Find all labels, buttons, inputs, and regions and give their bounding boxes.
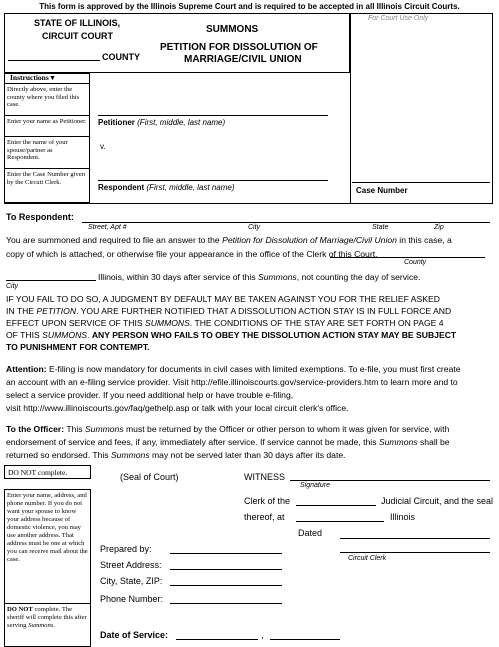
street-address-label: Street Address:: [100, 560, 162, 570]
county-line[interactable]: [8, 60, 100, 61]
city-hint: City: [6, 283, 19, 290]
warning-line5: TO PUNISHMENT FOR CONTEMPT.: [6, 342, 150, 352]
respondent-address-line[interactable]: [82, 222, 490, 223]
officer-line2: endorsement of service and fees, if any, immediately after service. If service cannot be made, this Summons shall be: [6, 437, 450, 447]
instruction-item: Enter the Case Number given by the Circuit Clerk.: [7, 171, 86, 186]
judicial-circuit-line[interactable]: [296, 505, 376, 506]
attention-line1: Attention: E-filing is now mandatory for documents in civil cases with limited exemptions. To e-file, you must first create: [6, 364, 461, 374]
seal-of-court-label: (Seal of Court): [120, 472, 179, 482]
petitioner-hint: (First, middle, last name): [137, 118, 226, 127]
attention-line4: visit http://www.illinoiscourts.gov/faq/gethelp.asp or talk with your local circuit clerk's office.: [6, 403, 349, 413]
do-not-complete-box: DO NOT complete.: [4, 465, 91, 479]
petitioner-label: Petitioner: [98, 118, 135, 127]
signature-hint: Signature: [300, 482, 330, 489]
respondent-caption: [98, 183, 235, 192]
summons-paragraph-line2: copy of which is attached, or otherwise file your appearance in the office of the Clerk of this Court,: [6, 249, 378, 259]
street-hint: Street, Apt #: [88, 224, 127, 231]
attention-line2: an account with an e-filing service provider. Visit http://efile.illinoiscourts.gov/service-providers.htm to learn more and to: [6, 377, 458, 387]
phone-number-label: Phone Number:: [100, 594, 164, 604]
instruction-item: Directly above, enter the county where you filed this case.: [4, 84, 90, 116]
state-label: STATE OF ILLINOIS,: [34, 18, 121, 28]
phone-number-line[interactable]: [170, 603, 282, 604]
respondent-line[interactable]: [98, 180, 328, 181]
court-use-box: [350, 13, 493, 203]
summons-paragraph-line1: You are summoned and required to file an answer to the Petition for Dissolution of Marriage/Civil Union in this case, a: [6, 235, 452, 245]
circuit-clerk-hint: Circuit Clerk: [348, 555, 387, 562]
dated-line[interactable]: [340, 538, 490, 539]
county-label: COUNTY: [102, 52, 140, 62]
officer-line1: To the Officer: This Summons must be returned by the Officer or other person to whom it was given for service, with: [6, 424, 450, 434]
case-number-label: Case Number: [356, 186, 408, 195]
side-divider: [4, 603, 91, 604]
city-hint: City: [248, 224, 261, 231]
warning-line4: OF THIS SUMMONS. ANY PERSON WHO FAILS TO OBEY THE DISSOLUTION ACTION STAY MAY BE SUBJECT: [6, 330, 457, 340]
instruction-item: Enter your name as Petitioner.: [4, 116, 90, 137]
to-respondent-label: To Respondent:: [6, 212, 74, 222]
marriage-title: MARRIAGE/CIVIL UNION: [184, 54, 302, 65]
warning-line3: EFFECT UPON SERVICE OF THIS SUMMONS. THE CONDITIONS OF THE STAY ARE SET FORTH ON PAGE 4: [6, 318, 444, 328]
clerk-of-the-label: Clerk of the: [244, 496, 291, 506]
state-hint: State: [372, 224, 389, 231]
circuit-clerk-line[interactable]: [340, 552, 490, 553]
prepared-by-line[interactable]: [170, 553, 282, 554]
warning-line1: IF YOU FAIL TO DO SO, A JUDGMENT BY DEFAULT MAY BE TAKEN AGAINST YOU FOR THE RELIEF ASKED: [6, 294, 440, 304]
sheriff-instructions: DO NOT complete. The sheriff will complete this after serving Summons.: [7, 606, 87, 629]
petition-title: PETITION FOR DISSOLUTION OF: [160, 42, 318, 53]
city-state-zip-line[interactable]: [170, 585, 282, 586]
street-address-line[interactable]: [170, 569, 282, 570]
respondent-label: Respondent: [98, 183, 145, 192]
zip-hint: Zip: [434, 224, 444, 231]
circuit-court-label: CIRCUIT COURT: [42, 31, 113, 41]
approval-notice: This form is approved by the Illinois Supreme Court and is required to be accepted in all Illinois Circuit Courts.: [39, 2, 460, 11]
warning-line2: IN THE PETITION. YOU ARE FURTHER NOTIFIED THAT A DISSOLUTION ACTION STAY IS IN FULL FORCE AND: [6, 306, 452, 316]
judicial-circuit-label: Judicial Circuit, and the seal: [381, 496, 494, 506]
petitioner-caption: [98, 118, 225, 127]
thereof-at-label: thereof, at: [244, 512, 285, 522]
officer-line3: returned so endorsed. This Summons may not be served later than 30 days after its date.: [6, 450, 346, 460]
address-instructions: Enter your name, address, and phone number. If you do not want your spouse to know your address because of domestic violence, you may use another address. That address must be one at which you can receive mail about the case.: [7, 492, 88, 563]
clerk-city-line[interactable]: [6, 280, 96, 281]
instructions-list: [4, 84, 90, 203]
illinois-label: Illinois: [390, 512, 416, 522]
county-hint: County: [404, 259, 427, 266]
court-use-label: For Court Use Only: [368, 15, 429, 22]
instructions-header[interactable]: Instructions ▾: [4, 73, 90, 84]
respondent-hint: (First, middle, last name): [146, 183, 235, 192]
petitioner-line[interactable]: [98, 115, 328, 116]
summons-title: SUMMONS: [206, 24, 259, 35]
attention-line3: select a service provider. If you need additional help or have trouble e-filing,: [6, 390, 294, 400]
instruction-item: Enter the name of your spouse/partner as Respondent.: [4, 137, 90, 169]
comma: ,: [261, 630, 264, 640]
witness-line[interactable]: [290, 480, 490, 481]
witness-label: WITNESS: [244, 472, 286, 482]
date-of-service-line[interactable]: [176, 639, 258, 640]
case-number-line[interactable]: [352, 182, 490, 183]
thereof-city-line[interactable]: [296, 521, 384, 522]
summons-paragraph-line3: Illinois, within 30 days after service of this Summons, not counting the day of service.: [98, 272, 421, 282]
service-year-line[interactable]: [270, 639, 340, 640]
city-state-zip-label: City, State, ZIP:: [100, 576, 163, 586]
caption-divider: [4, 203, 493, 204]
versus-label: v.: [100, 142, 106, 151]
prepared-by-label: Prepared by:: [100, 544, 152, 554]
dated-label: Dated: [298, 528, 323, 538]
date-of-service-label: Date of Service:: [100, 630, 169, 640]
clerk-county-line[interactable]: [330, 257, 485, 258]
